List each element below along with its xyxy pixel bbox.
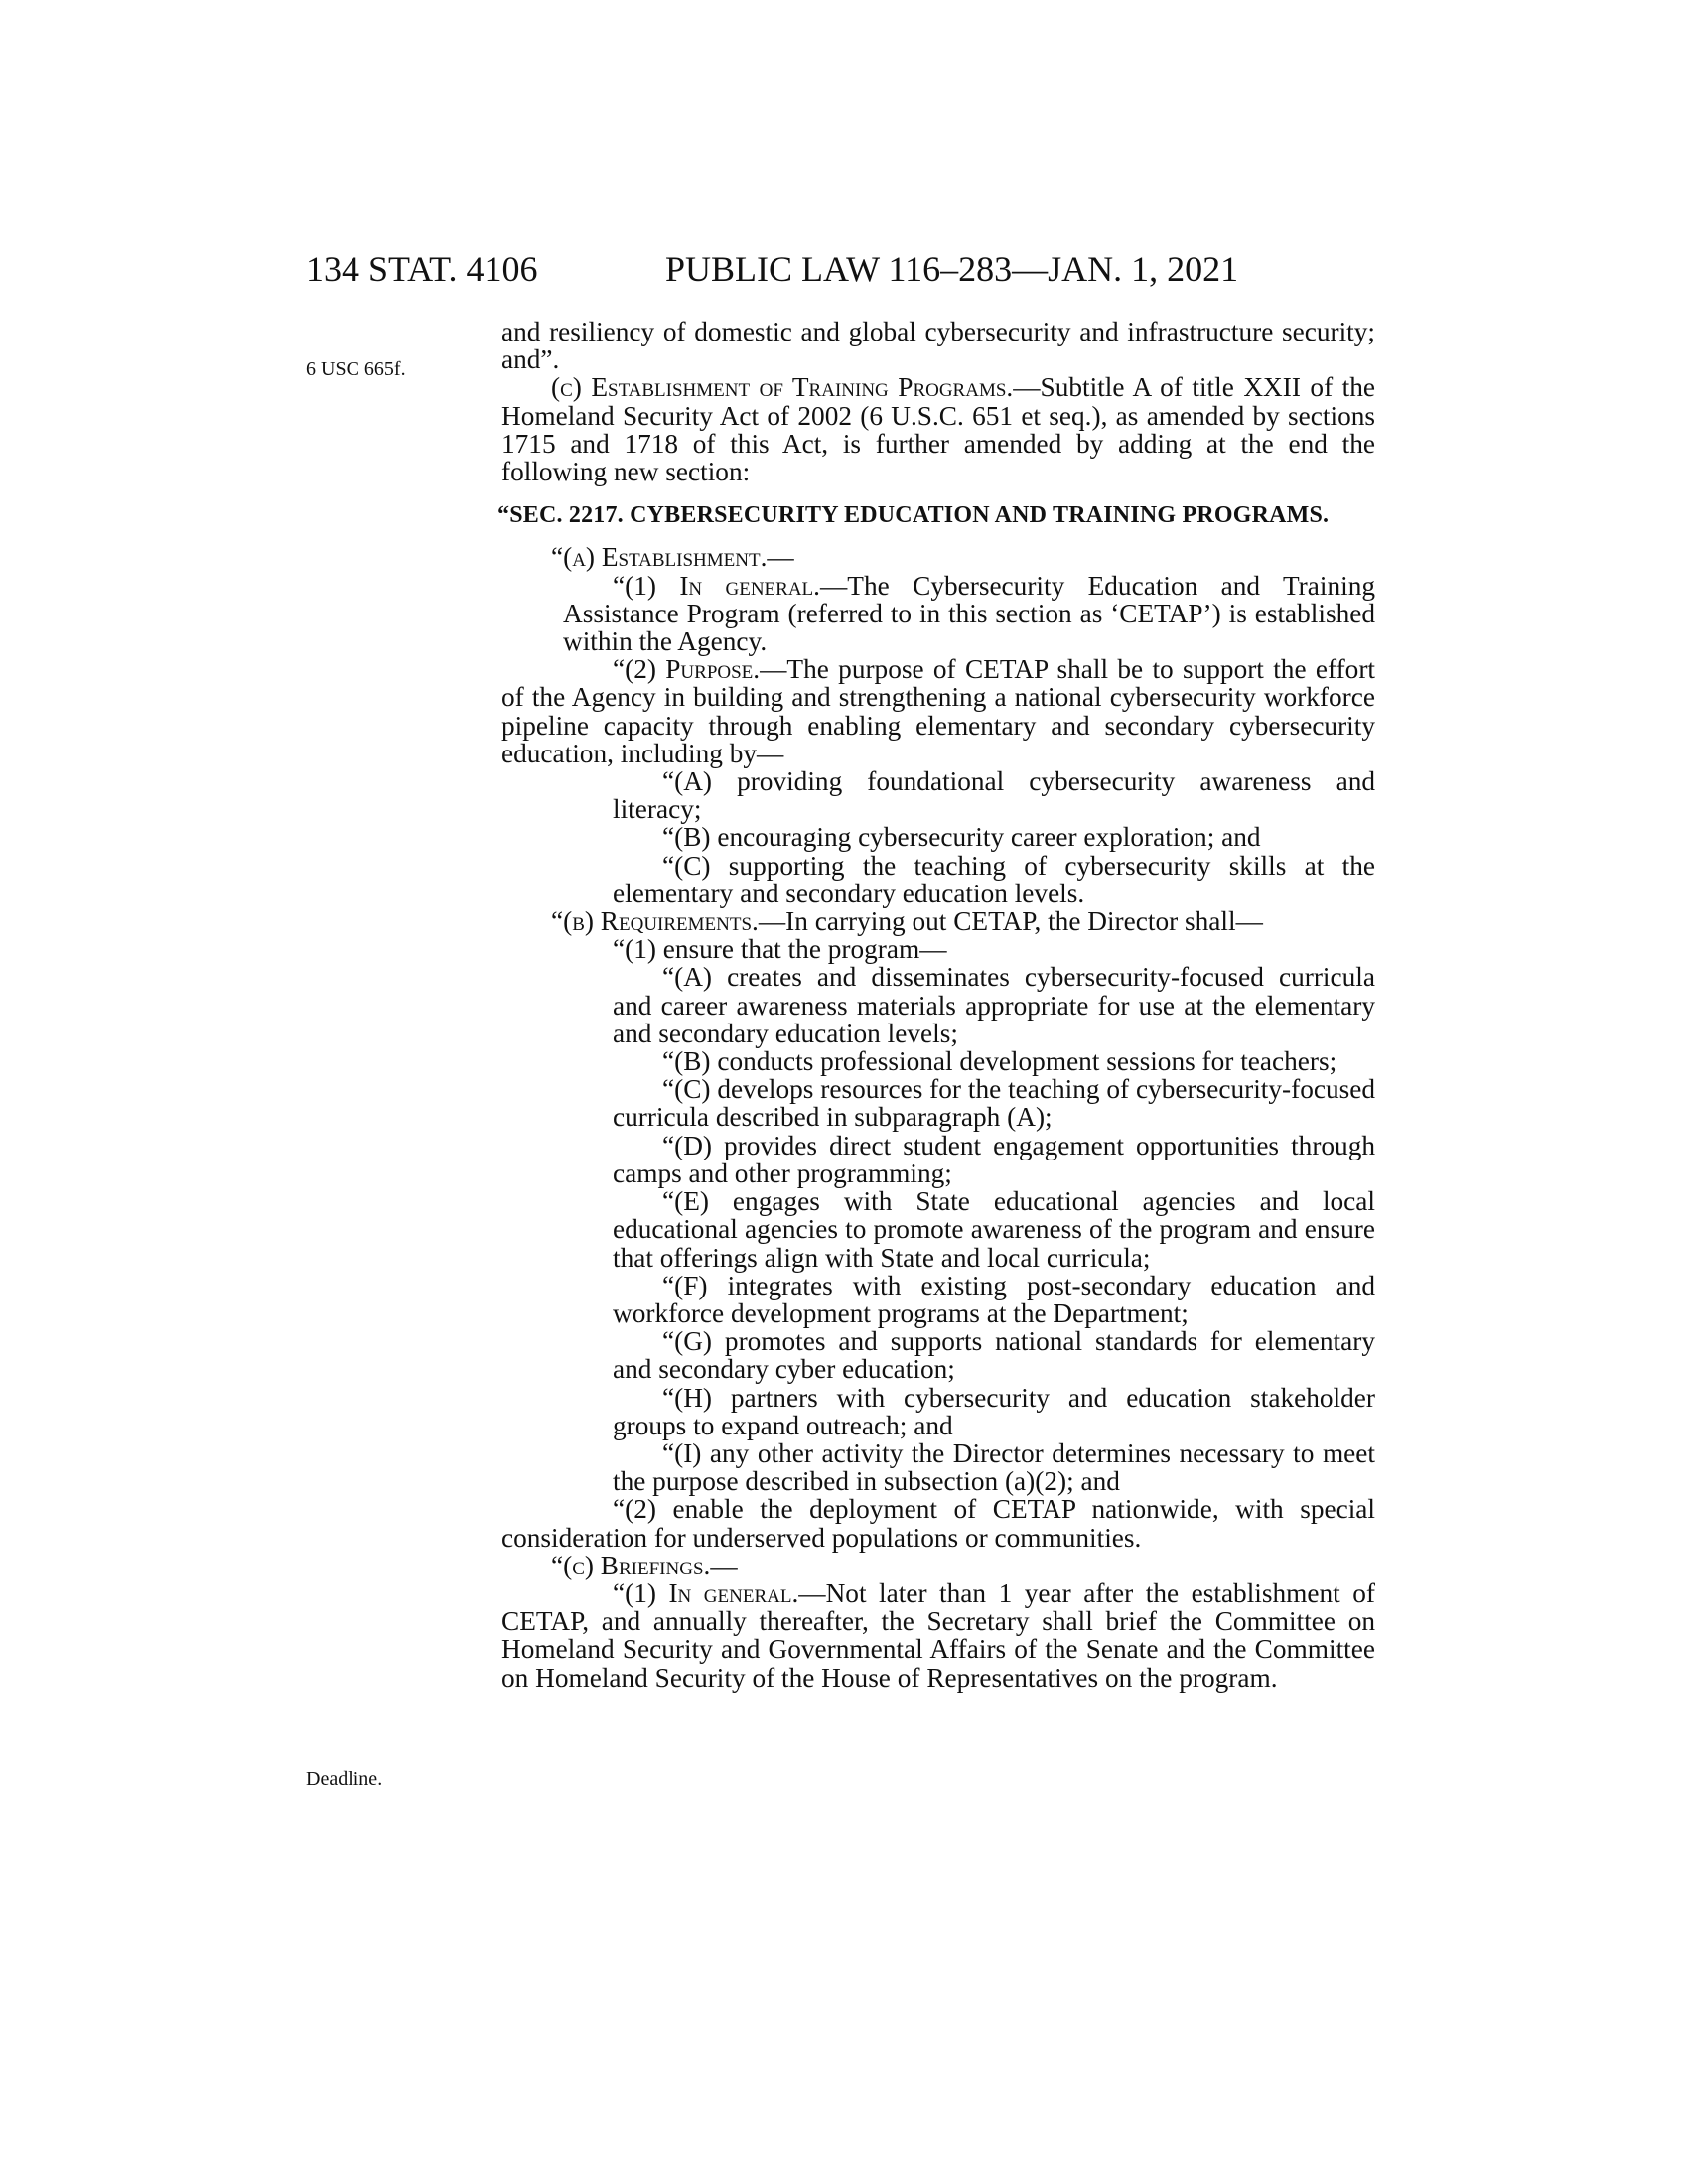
subsection-c-title: “(c) Briefings.— — [551, 1550, 738, 1580]
margin-note-usc: 6 USC 665f. — [306, 358, 406, 380]
subparagraph-a2C: “(C) supporting the teaching of cybersecurity skills at the elementary and secondary education levels. — [613, 850, 1375, 908]
subsection-c-heading — [501, 1552, 1375, 1579]
subparagraph-a2B: “(B) encouraging cybersecurity career exploration; and — [662, 822, 1261, 853]
paragraph-c1 — [501, 1579, 1375, 1692]
subsection-a-title: “(a) Establishment.— — [551, 542, 794, 573]
paragraph-a1 — [501, 572, 1375, 656]
subparagraph-b1C: “(C) develops resources for the teaching of cybersecurity-focused curricula described in subparagraph (A); — [613, 1074, 1375, 1133]
law-text-body — [497, 317, 1375, 1693]
paragraph-c1-heading: “(1) In general. — [613, 1577, 799, 1608]
subsection-b-text: —In carrying out CETAP, the Director shall— — [758, 906, 1263, 937]
subsection-b-heading: “(b) Requirements. — [551, 906, 759, 937]
paragraph-a1-heading: “(1) In general. — [613, 570, 820, 601]
subparagraph-b1F: “(F) integrates with existing post-secondary education and workforce development programs at the Department; — [613, 1270, 1375, 1328]
subparagraph-b1I: “(I) any other activity the Director determines necessary to meet the purpose described in subsection (a)(2); and — [613, 1437, 1375, 1497]
public-law-title: PUBLIC LAW 116–283—JAN. 1, 2021 — [665, 249, 1239, 289]
paragraph-b1: “(1) ensure that the program— — [613, 934, 947, 965]
paragraph-a2-heading: “(2) Purpose. — [613, 654, 761, 685]
subparagraph-b1E: “(E) engages with State educational agencies and local educational agencies to promote awareness of the program and ensure that offerings align with State and local curricula; — [613, 1186, 1375, 1273]
subsection-b — [501, 907, 1375, 935]
stat-page-number: 134 STAT. 4106 — [306, 249, 538, 289]
paragraph-c-training-programs — [501, 373, 1375, 485]
paragraph-a2-text: —The purpose of CETAP shall be to support the effort of the Agency in building and strengthening a national cybersecurity workforce pipeline capacity through enabling elementary and secondary cybersecurity education, including by— — [501, 654, 1375, 768]
paragraph-a1-text: —The Cybersecurity Education and Training Assistance Program (referred to in this section as ‘CETAP’) is established within the Agency. — [563, 570, 1375, 657]
subparagraph-b1D: “(D) provides direct student engagement opportunities through camps and other programming; — [613, 1130, 1375, 1188]
subsection-heading: (c) Establishment of Training Programs. — [551, 372, 1014, 403]
paragraph-b2: “(2) enable the deployment of CETAP nationwide, with special consideration for underserved populations or communities. — [501, 1494, 1375, 1553]
paragraph-continuation: and resiliency of domestic and global cybersecurity and infrastructure security; and”. — [501, 317, 1375, 375]
subsection-a-heading — [501, 543, 1375, 571]
subparagraph-b1A: “(A) creates and disseminates cybersecurity-focused curricula and career awareness materials appropriate for use at the elementary and secondary education levels; — [613, 962, 1375, 1048]
margin-note-deadline: Deadline. — [306, 1768, 383, 1790]
subparagraph-b1H: “(H) partners with cybersecurity and education stakeholder groups to expand outreach; and — [613, 1382, 1375, 1440]
section-heading-2217: “SEC. 2217. CYBERSECURITY EDUCATION AND TRAINING PROGRAMS. — [497, 502, 1330, 529]
subparagraph-a2A: “(A) providing foundational cybersecurity awareness and literacy; — [613, 766, 1375, 825]
page-header — [306, 244, 1378, 294]
subsection-text: —Subtitle A of title XXII of the Homeland Security Act of 2002 (6 U.S.C. 651 et seq.), as amended by sections 1715 and 1718 of this Act, is further amended by adding at the end the following new section: — [501, 372, 1375, 487]
subparagraph-b1B: “(B) conducts professional development sessions for teachers; — [662, 1046, 1337, 1077]
paragraph-a2 — [501, 655, 1375, 767]
paragraph-c1-text: —Not later than 1 year after the establishment of CETAP, and annually thereafter, the Secretary shall brief the Committee on Homeland Security and Governmental Affairs of the Senate and the Committee on Homeland Security of the House of Representatives on the program. — [501, 1577, 1375, 1693]
subparagraph-b1G: “(G) promotes and supports national standards for elementary and secondary cyber education; — [613, 1326, 1375, 1385]
